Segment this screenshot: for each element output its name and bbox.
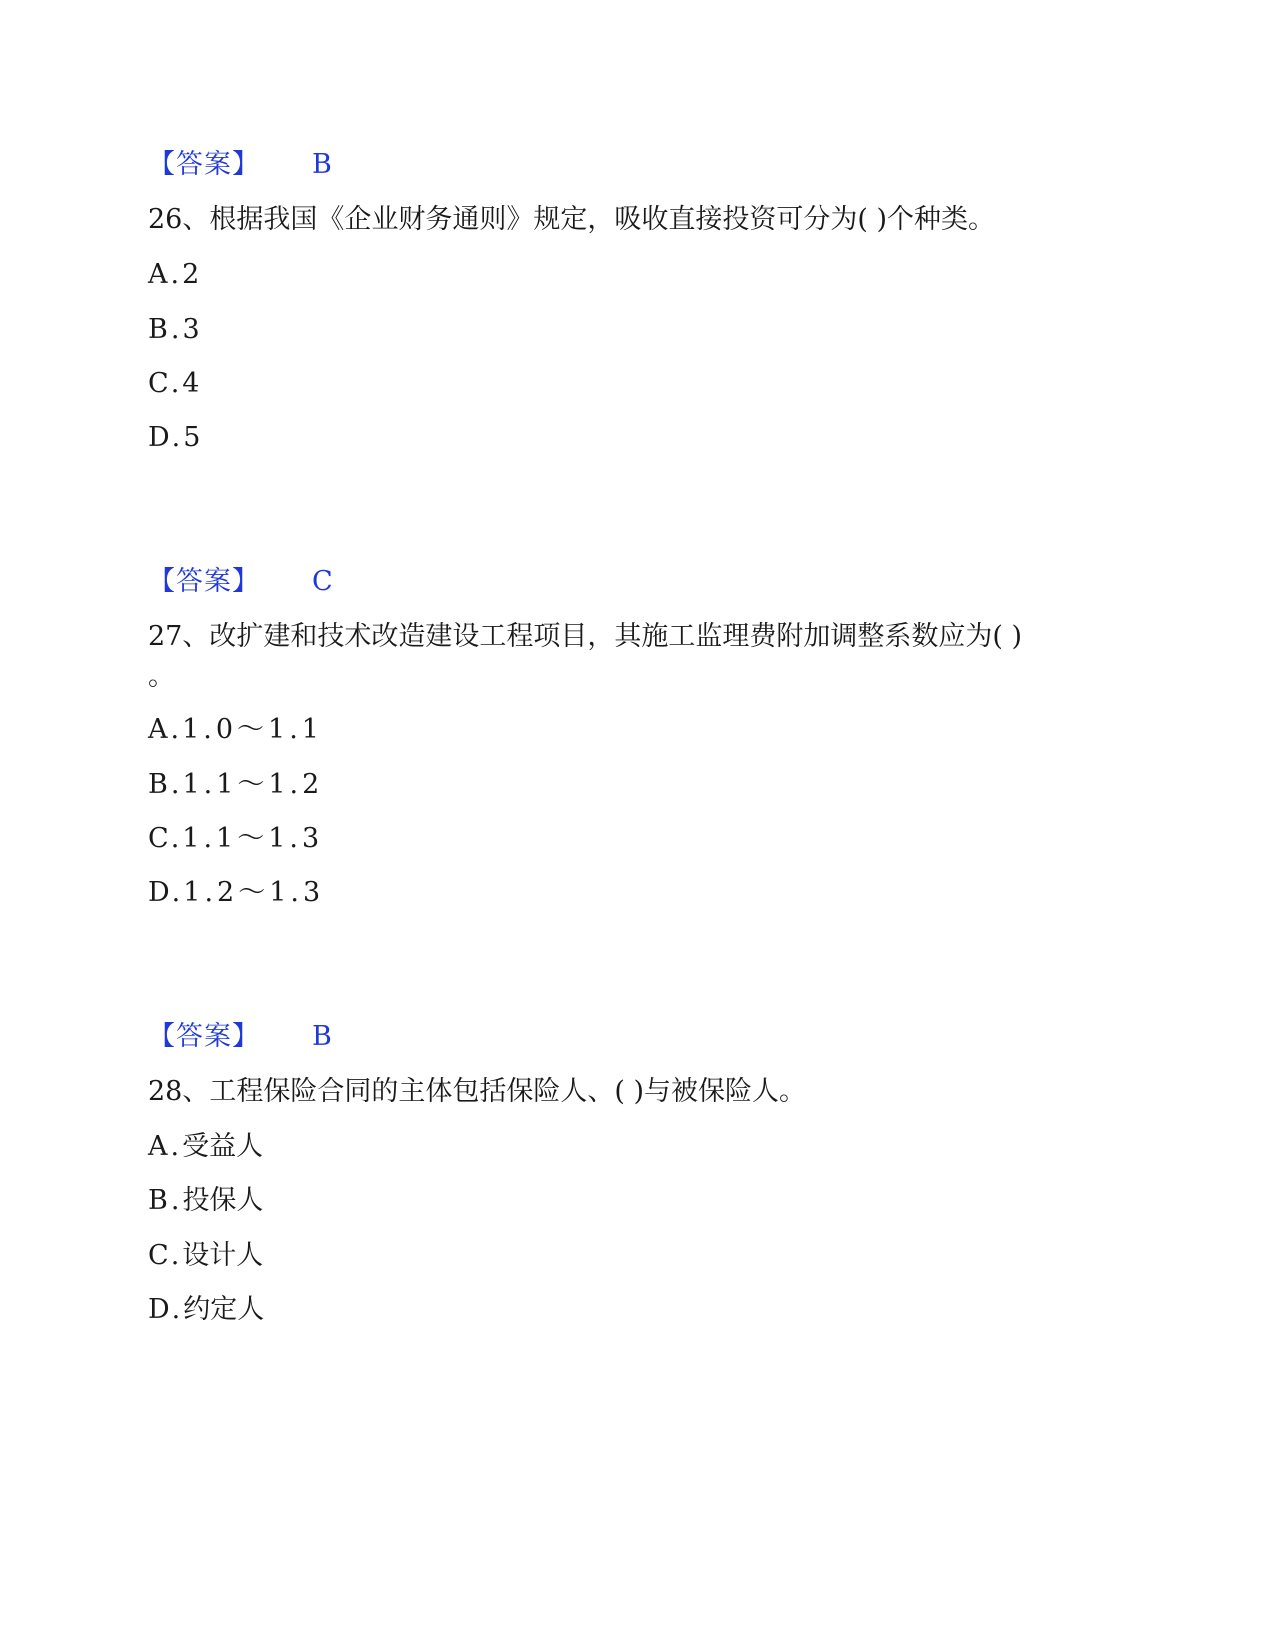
option-letter: B. <box>148 769 183 800</box>
answer-line <box>148 148 332 182</box>
question-text: 27、改扩建和技术改造建设工程项目，其施工监理费附加调整系数应为( ) <box>148 621 1023 652</box>
option-letter: D. <box>148 422 184 453</box>
option-letter: C. <box>148 368 183 399</box>
option-letter: A. <box>148 259 183 290</box>
option-b <box>148 1184 263 1218</box>
option-letter: C. <box>148 1240 183 1271</box>
option-text: 1.1～1.3 <box>182 823 324 854</box>
answer-line <box>148 565 333 599</box>
option-text: 5 <box>183 422 201 453</box>
option-text: 受益人 <box>182 1131 264 1162</box>
option-c <box>148 367 199 401</box>
option-letter: C. <box>148 823 183 854</box>
option-letter: D. <box>148 1294 184 1325</box>
option-b <box>148 313 200 347</box>
option-letter: D. <box>148 877 184 908</box>
question-text: 26、根据我国《企业财务通则》规定，吸收直接投资可分为( )个种类。 <box>148 204 996 235</box>
option-letter: A. <box>148 1131 183 1162</box>
answer-value: B <box>312 149 332 180</box>
option-text: 设计人 <box>182 1240 264 1271</box>
option-d <box>148 1293 264 1327</box>
option-d <box>148 421 200 455</box>
answer-value: B <box>312 1021 332 1052</box>
option-letter: B. <box>148 314 183 345</box>
option-a <box>148 1130 263 1164</box>
question-text: 28、工程保险合同的主体包括保险人、( )与被保险人。 <box>148 1076 807 1107</box>
answer-value: C <box>312 566 333 597</box>
option-d <box>148 876 324 910</box>
option-text: 1.2～1.3 <box>183 877 325 908</box>
option-c <box>148 1239 263 1273</box>
option-text: 投保人 <box>182 1185 264 1216</box>
answer-label: 【答案】 <box>148 1021 260 1052</box>
option-a <box>148 713 323 747</box>
option-text: 3 <box>182 314 200 345</box>
question-text-continued: 。 <box>148 661 175 692</box>
option-text: 1.1～1.2 <box>182 769 324 800</box>
option-text: 4 <box>182 368 200 399</box>
answer-label: 【答案】 <box>148 566 260 597</box>
answer-line <box>148 1020 332 1054</box>
option-b <box>148 768 323 802</box>
option-text: 约定人 <box>183 1294 265 1325</box>
option-text: 2 <box>182 259 200 290</box>
option-c <box>148 822 323 856</box>
option-a <box>148 258 199 292</box>
option-letter: B. <box>148 1185 183 1216</box>
option-text: 1.0～1.1 <box>182 714 323 745</box>
answer-label: 【答案】 <box>148 149 260 180</box>
option-letter: A. <box>148 714 183 745</box>
